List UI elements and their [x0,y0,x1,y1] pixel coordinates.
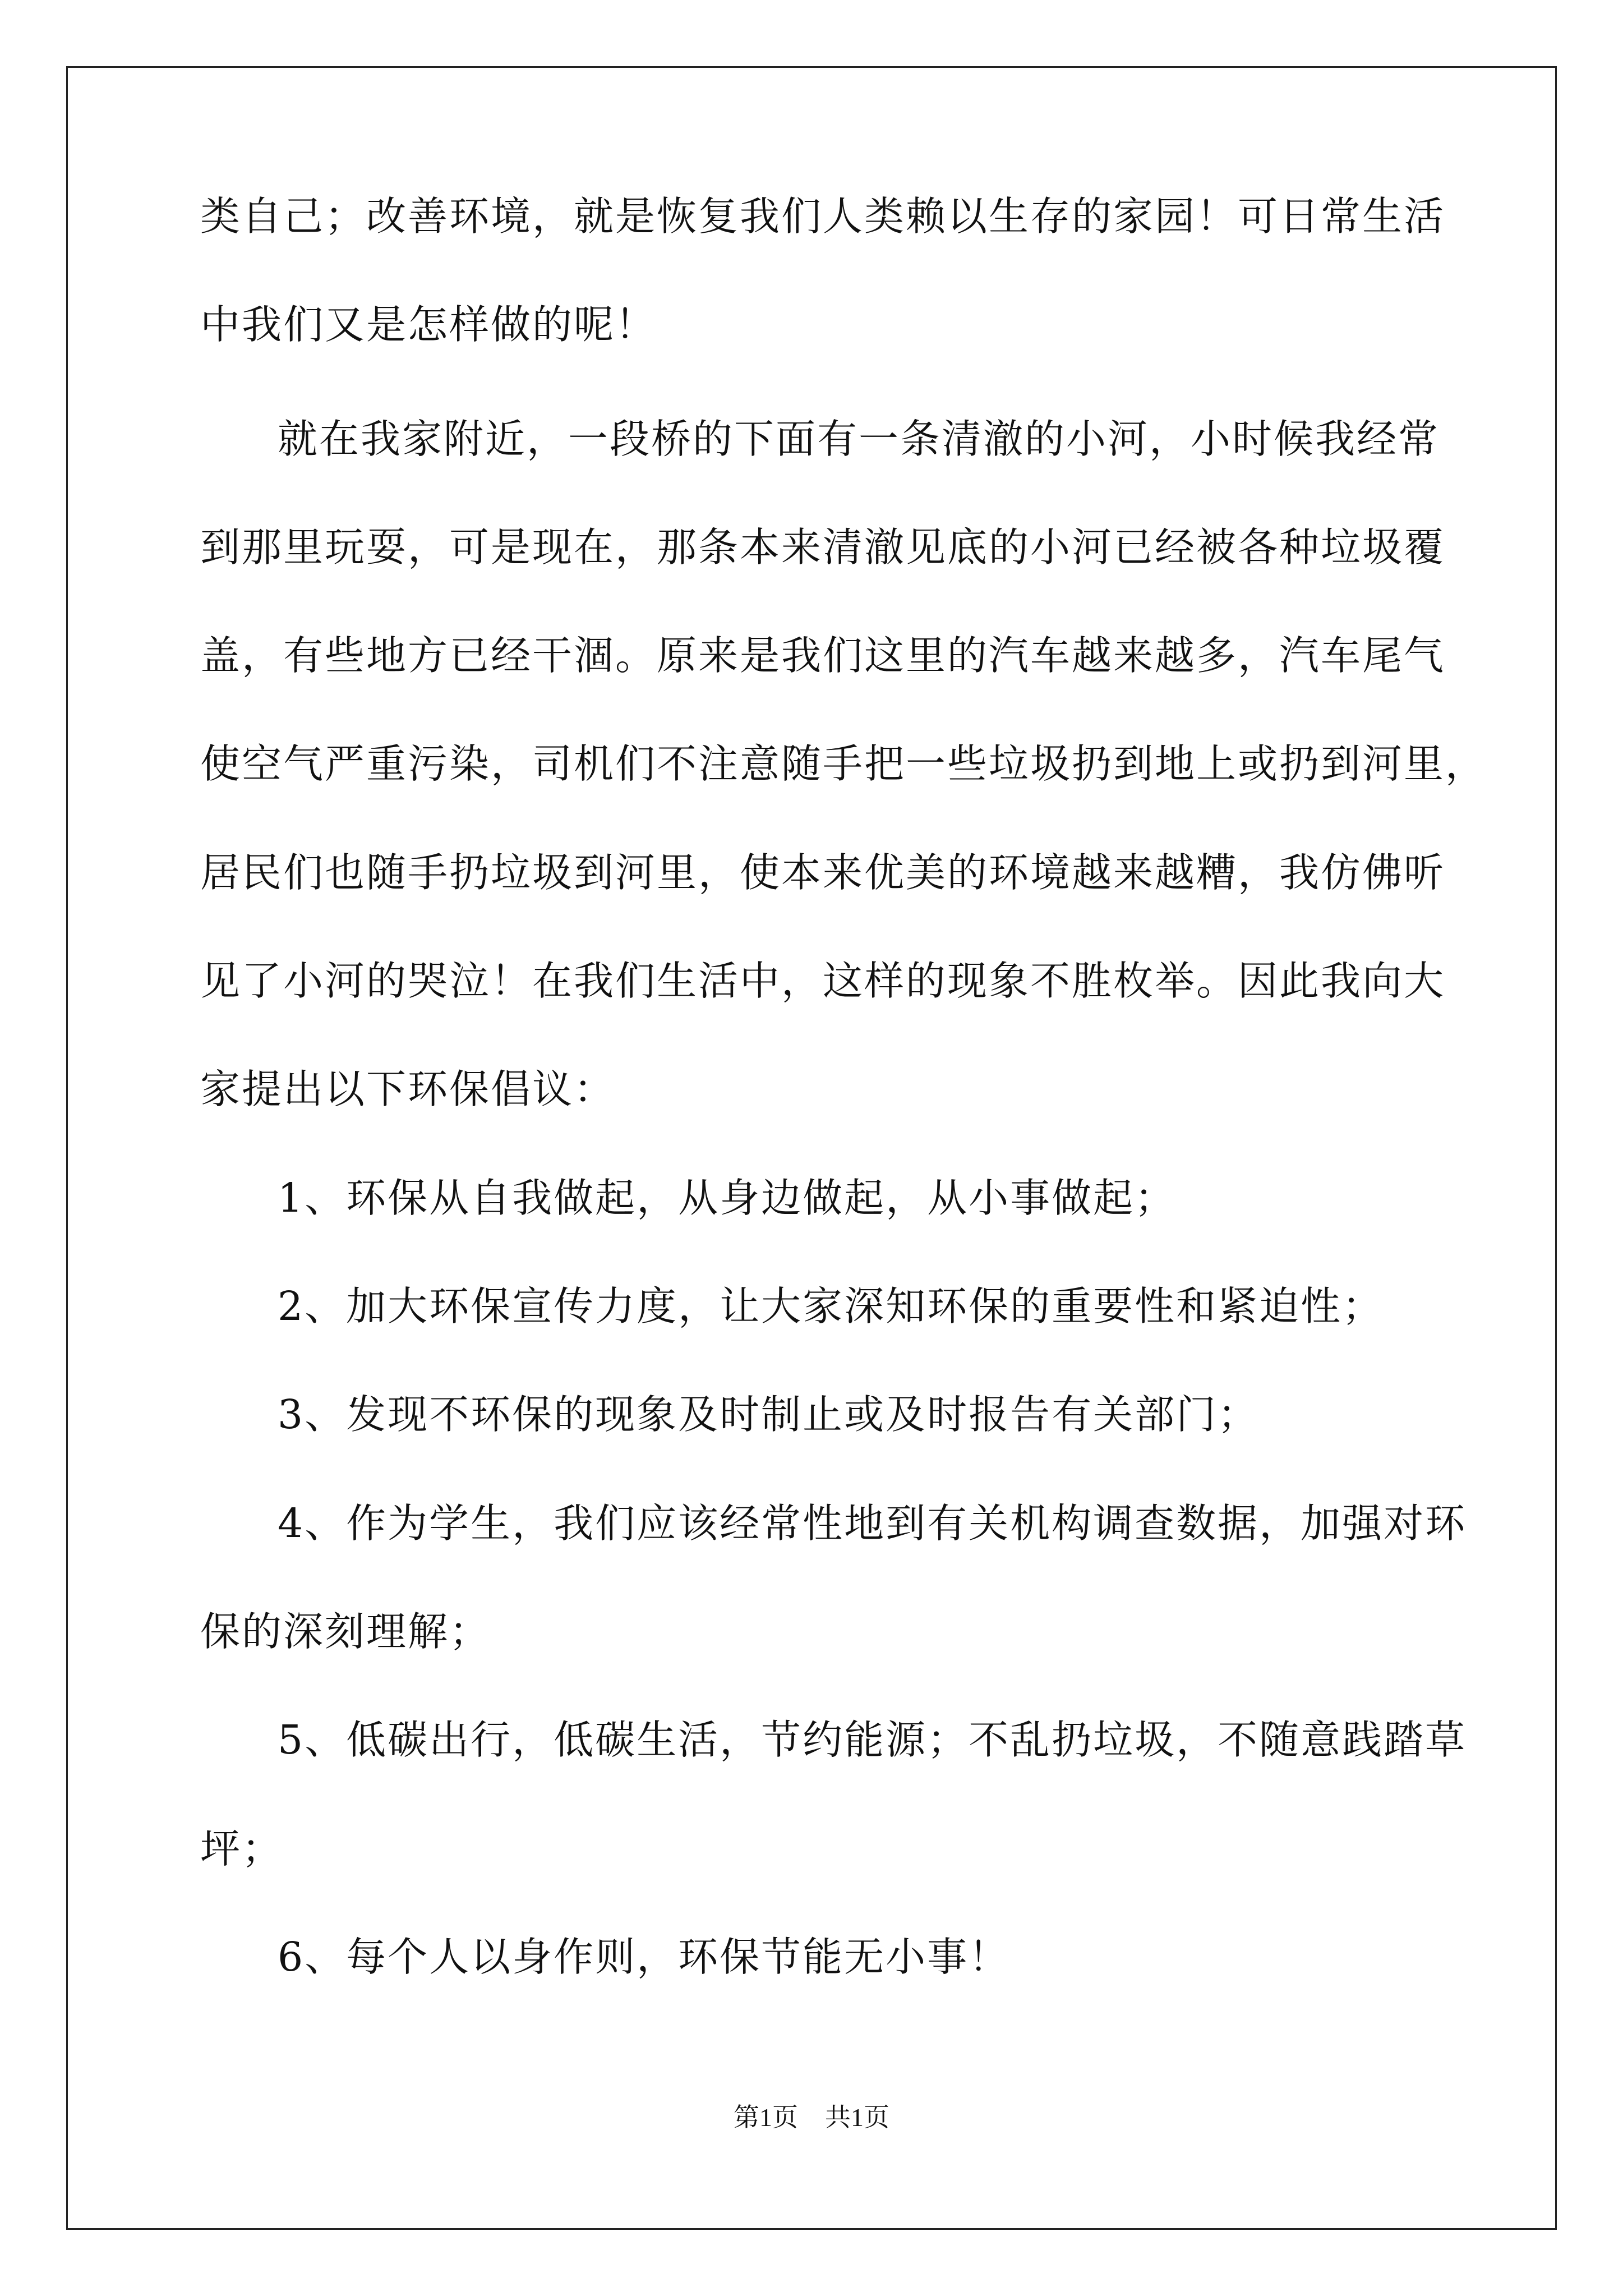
paragraph-line: 5、低碳出行，低碳生活，节约能源；不乱扔垃圾，不随意践踏草 [278,1717,1467,1763]
paragraph-line: 1、环保从自我做起，从身边做起，从小事做起； [278,1175,1177,1221]
paragraph-line: 保的深刻理解； [200,1608,491,1655]
paragraph-line: 3、发现不环保的现象及时制止或及时报告有关部门； [278,1391,1260,1438]
paragraph-line: 6、每个人以身作则，环保节能无小事！ [278,1934,1011,1980]
total-pages: 共1页 [825,2103,889,2132]
paragraph-line: 到那里玩耍，可是现在，那条本来清澈见底的小河已经被各种垃圾覆 [200,524,1446,570]
paragraph-line: 坪； [200,1825,284,1872]
page-number: 第1页 [734,2103,798,2132]
paragraph-line: 就在我家附近，一段桥的下面有一条清澈的小河，小时候我经常 [278,416,1440,462]
paragraph-line: 居民们也随手扔垃圾到河里，使本来优美的环境越来越糟，我仿佛听 [200,849,1446,896]
page-footer [0,2101,1623,2134]
paragraph-line: 4、作为学生，我们应该经常性地到有关机构调查数据，加强对环 [278,1500,1467,1547]
paragraph-line: 类自己；改善环境，就是恢复我们人类赖以生存的家园！可日常生活 [200,193,1446,240]
paragraph-line: 2、加大环保宣传力度，让大家深知环保的重要性和紧迫性； [278,1283,1384,1329]
paragraph-line: 使空气严重污染，司机们不注意随手把一些垃圾扔到地上或扔到河里， [200,740,1487,787]
paragraph-line: 家提出以下环保倡议： [200,1066,616,1112]
page-border [66,66,1557,2230]
paragraph-line: 中我们又是怎样做的呢！ [200,301,657,348]
paragraph-line: 盖，有些地方已经干涸。原来是我们这里的汽车越来越多，汽车尾气 [200,632,1446,679]
paragraph-line: 见了小河的哭泣！在我们生活中，这样的现象不胜枚举。因此我向大 [200,958,1446,1004]
